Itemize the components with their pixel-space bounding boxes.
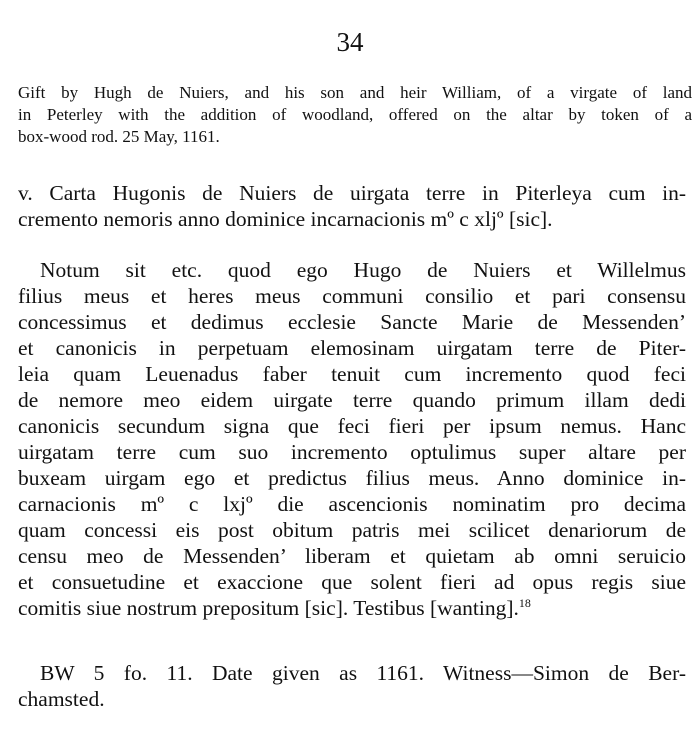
charter-line: concessimus et dedimus ecclesie Sancte Marie de Messenden’ [18, 310, 686, 334]
charter-line: Notum sit etc. quod ego Hugo de Nuiers et Willelmus [40, 258, 686, 282]
charter-line: canonicis secundum signa que feci fieri per ipsum nemus. Hanc [18, 414, 686, 438]
heading-line: cremento nemoris anno dominice incarnacionis mº c xljº [sic]. [18, 207, 553, 231]
charter-line: et consuetudine et exaccione que solent fieri ad opus regis siue [18, 570, 686, 594]
page-number: 34 [336, 27, 364, 57]
charter-line: et canonicis in perpetuam elemosinam uirgatam terre de Piter- [18, 336, 686, 360]
charter-line: de nemore meo eidem uirgate terre quando primum illam dedi [18, 388, 686, 412]
heading-line: v. Carta Hugonis de Nuiers de uirgata terre in Piterleya cum in- [18, 181, 686, 205]
summary-line: in Peterley with the addition of woodland, offered on the altar by token of a [18, 105, 692, 124]
note-line: chamsted. [18, 687, 105, 711]
charter-line: buxeam uirgam ego et predictus filius meus. Anno dominice in- [18, 466, 686, 490]
charter-line: carnacionis mº c lxjº die ascencionis nominatim pro decima [18, 492, 686, 516]
charter-line: leia quam Leuenadus faber tenuit cum incremento quod feci [18, 362, 686, 386]
charter-summary [18, 82, 692, 148]
source-note [18, 660, 686, 712]
charter-line: comitis siue nostrum prepositum [sic]. Testibus [wanting]. [18, 596, 519, 620]
note-line: BW 5 fo. 11. Date given as 1161. Witness—Simon de Ber- [40, 661, 686, 685]
charter-heading [18, 180, 686, 232]
footnote-marker: 18 [518, 596, 531, 610]
summary-line: box-wood rod. 25 May, 1161. [18, 127, 220, 146]
summary-line: Gift by Hugh de Nuiers, and his son and heir William, of a virgate of land [18, 83, 692, 102]
charter-text [18, 257, 686, 621]
charter-line: filius meus et heres meus communi consilio et pari consensu [18, 284, 686, 308]
charter-last-line [18, 595, 686, 621]
charter-line: censu meo de Messenden’ liberam et quietam ab omni seruicio [18, 544, 686, 568]
charter-line: quam concessi eis post obitum patris mei scilicet denariorum de [18, 518, 686, 542]
charter-line: uirgatam terre cum suo incremento optulimus super altare per [18, 440, 686, 464]
